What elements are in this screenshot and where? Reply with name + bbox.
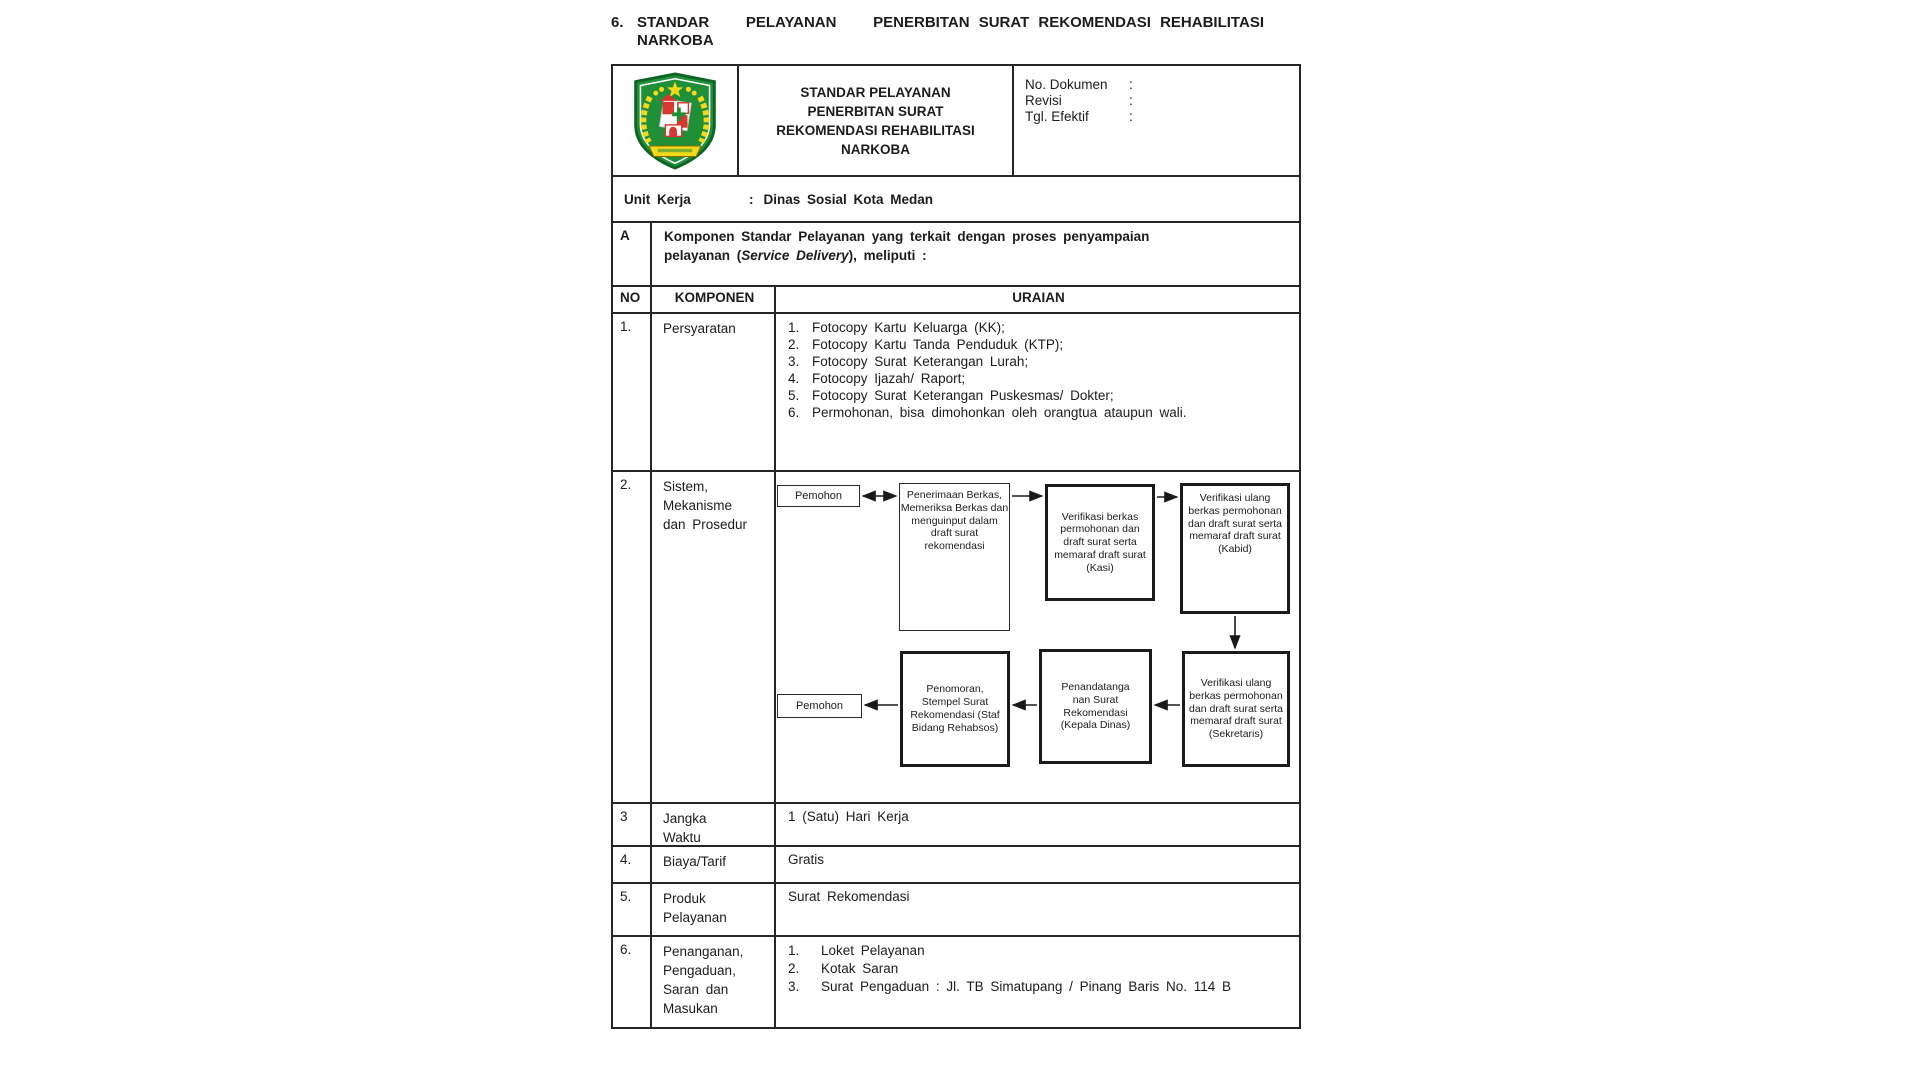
section-a-line2-pre: pelayanan ( xyxy=(664,248,742,263)
doc-number-line xyxy=(1025,77,1293,93)
section-a-line2-post: ), meliputi : xyxy=(848,248,927,263)
flow-box-penerimaan-berkas: Penerimaan Berkas, Memeriksa Berkas dan menguinput dalam draft surat rekomendasi xyxy=(899,483,1010,631)
row-number: 5. xyxy=(613,884,652,935)
document-title xyxy=(739,66,1014,175)
row-number: 3 xyxy=(613,804,652,845)
unit-kerja-label: Unit Kerja xyxy=(624,191,691,207)
flow-box-penomoran-staf: Penomoran, Stempel Surat Rekomendasi (Staf Bidang Rehabsos) xyxy=(900,651,1010,767)
unit-kerja-row xyxy=(613,177,1299,223)
unit-kerja-colon: : xyxy=(749,191,754,207)
pengaduan-list xyxy=(788,942,1289,996)
komponen-label: Produk Pelayanan xyxy=(652,884,776,935)
flow-box-verifikasi-kasi: Verifikasi berkas permohonan dan draft surat serta memaraf draft surat (Kasi) xyxy=(1045,484,1155,601)
flow-box-pemohon-top: Pemohon xyxy=(777,485,860,507)
komponen-label: Biaya/Tarif xyxy=(652,847,776,882)
page-heading xyxy=(611,14,1303,50)
doc-number-label: No. Dokumen xyxy=(1025,77,1108,92)
section-a-text xyxy=(652,223,1299,285)
medan-city-emblem-icon xyxy=(627,71,723,171)
heading-number: 6. xyxy=(611,14,624,31)
table-row-persyaratan xyxy=(613,314,1299,472)
service-standard-table xyxy=(611,64,1301,1029)
logo-cell xyxy=(613,66,739,175)
procedure-flowchart xyxy=(776,472,1299,802)
row-number: 2. xyxy=(613,472,652,802)
flow-box-verifikasi-kabid: Verifikasi ulang berkas permohonan dan draft surat serta memaraf draft surat (Kabid) xyxy=(1180,483,1290,614)
komponen-label: Sistem, Mekanisme dan Prosedur xyxy=(652,472,776,802)
column-header-komponen: KOMPONEN xyxy=(652,287,776,312)
list-item: Fotocopy Ijazah/ Raport; xyxy=(812,371,966,386)
document-title-line: STANDAR PELAYANAN xyxy=(800,84,951,100)
service-standard-document xyxy=(611,14,1303,1029)
document-title-line: REKOMENDASI REHABILITASI xyxy=(776,122,975,138)
list-item: Fotocopy Kartu Keluarga (KK); xyxy=(812,320,1005,335)
doc-effective-date-line xyxy=(1025,109,1293,125)
unit-kerja-value: Dinas Sosial Kota Medan xyxy=(763,191,934,207)
doc-number-colon: : xyxy=(1129,77,1133,92)
komponen-label: Jangka Waktu xyxy=(652,804,776,845)
list-item: Surat Pengaduan : Jl. TB Simatupang / Pinang Baris No. 114 B xyxy=(821,979,1231,994)
table-row-biaya-tarif xyxy=(613,847,1299,884)
table-row-penanganan-pengaduan xyxy=(613,937,1299,1027)
document-title-line: NARKOBA xyxy=(841,141,910,157)
list-item: Fotocopy Surat Keterangan Puskesmas/ Dokter; xyxy=(812,388,1114,403)
document-title-line: PENERBITAN SURAT xyxy=(807,103,944,119)
row-number: 4. xyxy=(613,847,652,882)
doc-revision-line xyxy=(1025,93,1293,109)
flow-box-penandatanganan-kepala-dinas: Penandatanganan Surat Rekomendasi (Kepala Dinas) xyxy=(1039,649,1152,764)
flow-box-verifikasi-sekretaris: Verifikasi ulang berkas permohonan dan draft surat serta memaraf draft surat (Sekretaris) xyxy=(1182,651,1290,767)
list-item: Permohonan, bisa dimohonkan oleh orangtua ataupun wali. xyxy=(812,405,1187,420)
uraian-content: Surat Rekomendasi xyxy=(788,889,910,904)
uraian-content: Gratis xyxy=(788,852,825,867)
section-a-line2-italic: Service Delivery xyxy=(741,248,849,263)
column-header-uraian: URAIAN xyxy=(1012,290,1065,305)
persyaratan-list xyxy=(788,319,1289,421)
doc-revision-colon: : xyxy=(1129,93,1133,108)
list-item: Loket Pelayanan xyxy=(821,943,925,958)
doc-effective-date-label: Tgl. Efektif xyxy=(1025,109,1089,124)
heading-line2: NARKOBA xyxy=(637,32,714,49)
column-header-no: NO xyxy=(613,287,652,312)
table-row-produk-pelayanan xyxy=(613,884,1299,937)
uraian-content xyxy=(776,314,1299,470)
section-a-label: A xyxy=(613,223,652,285)
komponen-label: Penanganan, Pengaduan, Saran dan Masukan xyxy=(652,937,776,1027)
section-a-row xyxy=(613,223,1299,287)
table-header-row xyxy=(613,66,1299,177)
list-item: Kotak Saran xyxy=(821,961,899,976)
section-a-line1: Komponen Standar Pelayanan yang terkait dengan proses penyampaian xyxy=(664,229,1150,244)
document-info-cell xyxy=(1014,66,1299,175)
row-number: 6. xyxy=(613,937,652,1027)
row-number: 1. xyxy=(613,314,652,470)
heading-text xyxy=(637,14,1264,50)
heading-line1: STANDAR PELAYANAN PENERBITAN SURAT REKOMENDASI REHABILITASI xyxy=(637,14,1264,31)
doc-effective-date-colon: : xyxy=(1129,109,1133,124)
list-item: Fotocopy Surat Keterangan Lurah; xyxy=(812,354,1029,369)
uraian-content: 1 (Satu) Hari Kerja xyxy=(788,809,909,824)
unit-kerja-cell xyxy=(613,192,1299,207)
komponen-label: Persyaratan xyxy=(652,314,776,470)
table-row-jangka-waktu xyxy=(613,804,1299,847)
list-item: Fotocopy Kartu Tanda Penduduk (KTP); xyxy=(812,337,1064,352)
table-row-prosedur xyxy=(613,472,1299,804)
column-header-row xyxy=(613,287,1299,314)
doc-revision-label: Revisi xyxy=(1025,93,1062,108)
uraian-content xyxy=(776,937,1299,1027)
flow-box-pemohon-bottom: Pemohon xyxy=(777,694,862,718)
